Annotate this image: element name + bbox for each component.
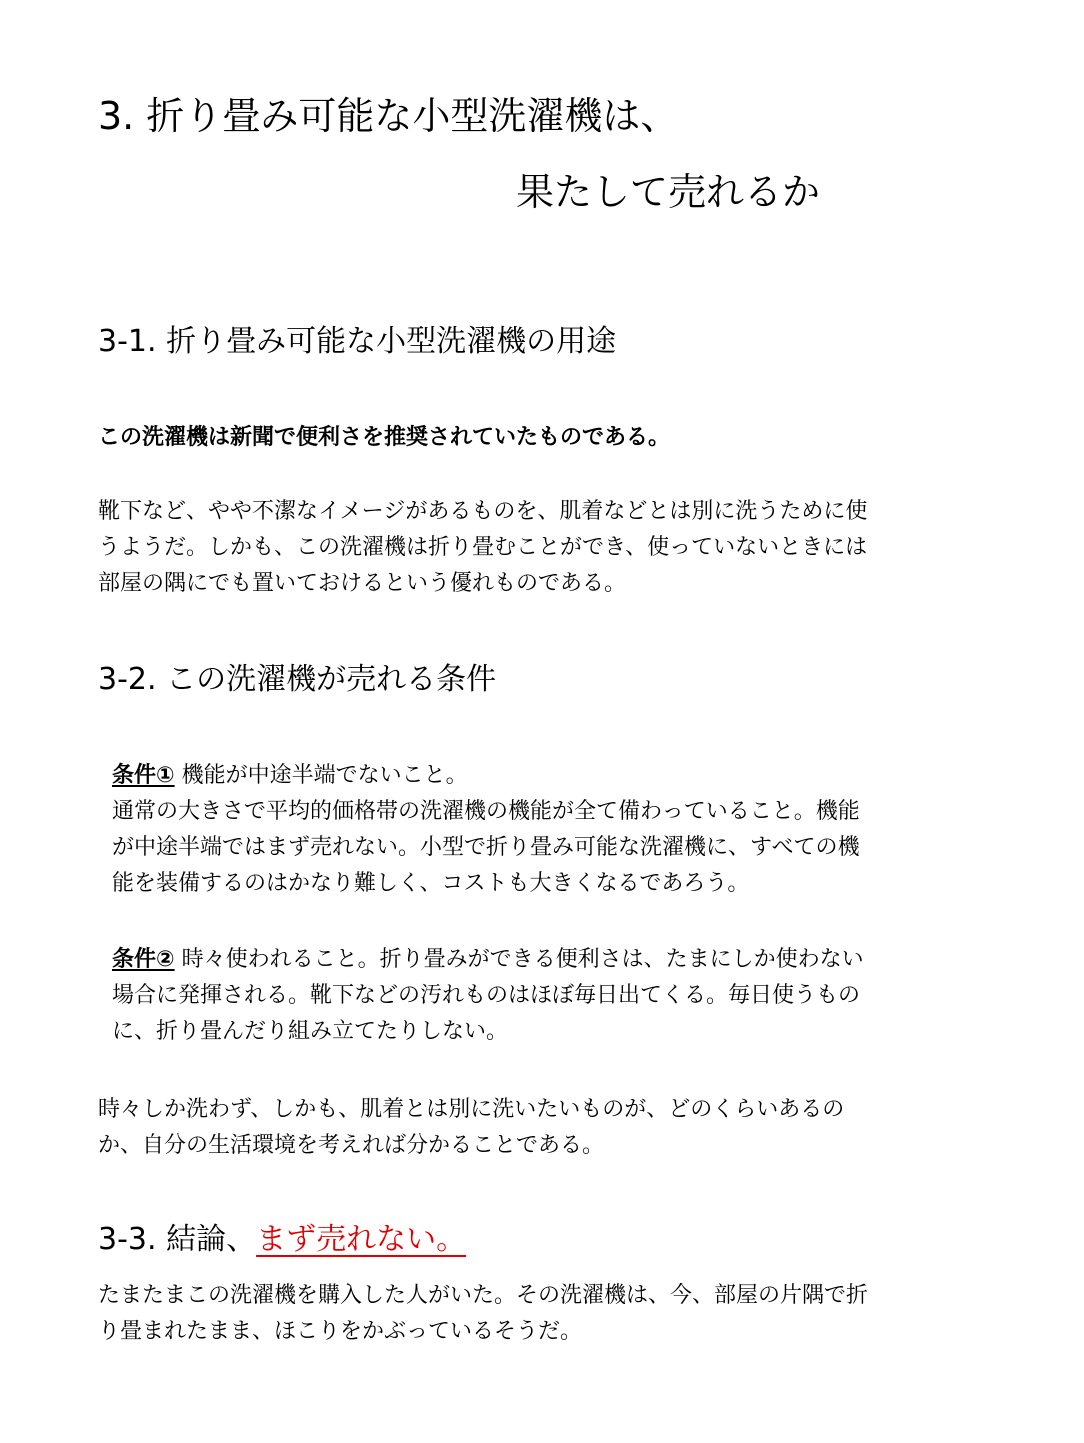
paragraph-line: 部屋の隅にでも置いておけるという優れものである。	[98, 571, 627, 596]
condition-2-label: 条件②	[112, 947, 175, 972]
condition-1	[112, 758, 860, 902]
section-heading-3-3	[98, 1220, 466, 1260]
paragraph-line: うようだ。しかも、この洗濯機は折り畳むことができ、使っていないときには	[98, 535, 868, 560]
paragraph-line: 時々しか洗わず、しかも、肌着とは別に洗いたいものが、どのくらいあるの	[98, 1097, 845, 1122]
paragraph-line: 靴下など、やや不潔なイメージがあるものを、肌着などとは別に洗うために使	[98, 499, 868, 524]
condition-1-line: が中途半端ではまず売れない。小型で折り畳み可能な洗濯機に、すべての機	[112, 835, 860, 860]
section-heading-3-1: 3-1. 折り畳み可能な小型洗濯機の用途	[98, 324, 617, 359]
condition-1-title: 機能が中途半端でないこと。	[174, 763, 468, 788]
conclusion-highlight: まず売れない。	[256, 1222, 467, 1257]
section-heading-3-2: 3-2. この洗濯機が売れる条件	[98, 662, 497, 697]
section-3-2-summary	[98, 1092, 844, 1164]
condition-2-title: 時々使われること。折り畳みができる便利さは、たまにしか使わない	[174, 947, 864, 972]
paragraph-line: たまたまこの洗濯機を購入した人がいた。その洗濯機は、今、部屋の片隅で折	[98, 1283, 869, 1308]
condition-1-line: 能を装備するのはかなり難しく、コストも大きくなるであろう。	[112, 871, 750, 896]
page-title-line-2: 果たして売れるか	[516, 170, 821, 214]
paragraph-line: か、自分の生活環境を考えれば分かることである。	[98, 1133, 605, 1158]
condition-1-label: 条件①	[112, 763, 175, 788]
section-3-1-lead: この洗濯機は新聞で便利さを推奨されていたものである。	[98, 425, 671, 450]
conclusion-prefix: 3-3. 結論、	[98, 1222, 257, 1257]
condition-1-line: 通常の大きさで平均的価格帯の洗濯機の機能が全て備わっていること。機能	[112, 799, 860, 824]
section-3-3-paragraph	[98, 1278, 868, 1350]
condition-2-line: 場合に発揮される。靴下などの汚れものはほぼ毎日出てくる。毎日使うもの	[112, 983, 861, 1008]
page-title-line-1: 3. 折り畳み可能な小型洗濯機は、	[98, 94, 679, 138]
section-3-1-paragraph	[98, 494, 867, 602]
condition-2	[112, 942, 864, 1050]
paragraph-line: り畳まれたまま、ほこりをかぶっているそうだ。	[98, 1319, 583, 1344]
condition-2-line: に、折り畳んだり組み立てたりしない。	[112, 1019, 509, 1044]
